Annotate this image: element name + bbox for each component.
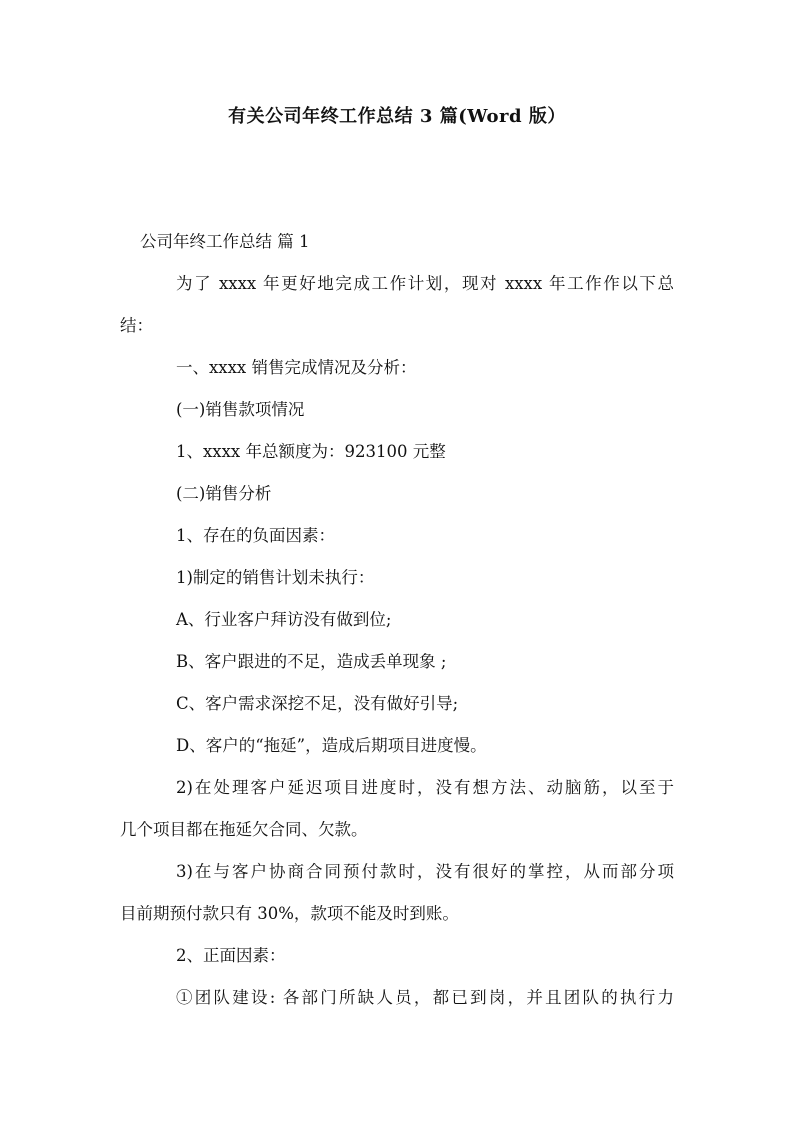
paragraph-line: 一、xxxx 销售完成情况及分析：	[176, 358, 417, 377]
section-heading: 公司年终工作总结 篇 1	[140, 232, 310, 251]
paragraph-line: 2)在处理客户延迟项目进度时，没有想方法、动脑筋，以至于	[176, 778, 674, 797]
paragraph-line: 目前期预付款只有 30%，款项不能及时到账。	[120, 904, 459, 923]
paragraph-line: 2、正面因素：	[176, 946, 286, 965]
paragraph-line: 为了 xxxx 年更好地完成工作计划，现对 xxxx 年工作作以下总	[176, 274, 674, 293]
paragraph-line: 3)在与客户协商合同预付款时，没有很好的掌控，从而部分项	[176, 862, 674, 881]
paragraph-line: 1、存在的负面因素：	[176, 526, 335, 545]
paragraph-line: A、行业客户拜访没有做到位;	[176, 610, 392, 629]
paragraph-line: ①团队建设: 各部门所缺人员，都已到岗，并且团队的执行力	[176, 988, 674, 1007]
paragraph-line: 几个项目都在拖延欠合同、欠款。	[120, 820, 368, 839]
paragraph-line: 1)制定的销售计划未执行：	[176, 568, 375, 587]
paragraph-line: 结：	[120, 316, 153, 335]
paragraph-line: D、客户的“拖延”，造成后期项目进度慢。	[176, 736, 487, 755]
paragraph-line: C、客户需求深挖不足，没有做好引导;	[176, 694, 459, 713]
paragraph-line: (二)销售分析	[176, 484, 272, 503]
paragraph-line: B、客户跟进的不足，造成丢单现象 ;	[176, 652, 447, 671]
document-title: 有关公司年终工作总结 3 篇(Word 版）	[228, 106, 566, 127]
paragraph-line: (一)销售款项情况	[176, 400, 305, 419]
paragraph-line: 1、xxxx 年总额度为：923100 元整	[176, 442, 446, 461]
